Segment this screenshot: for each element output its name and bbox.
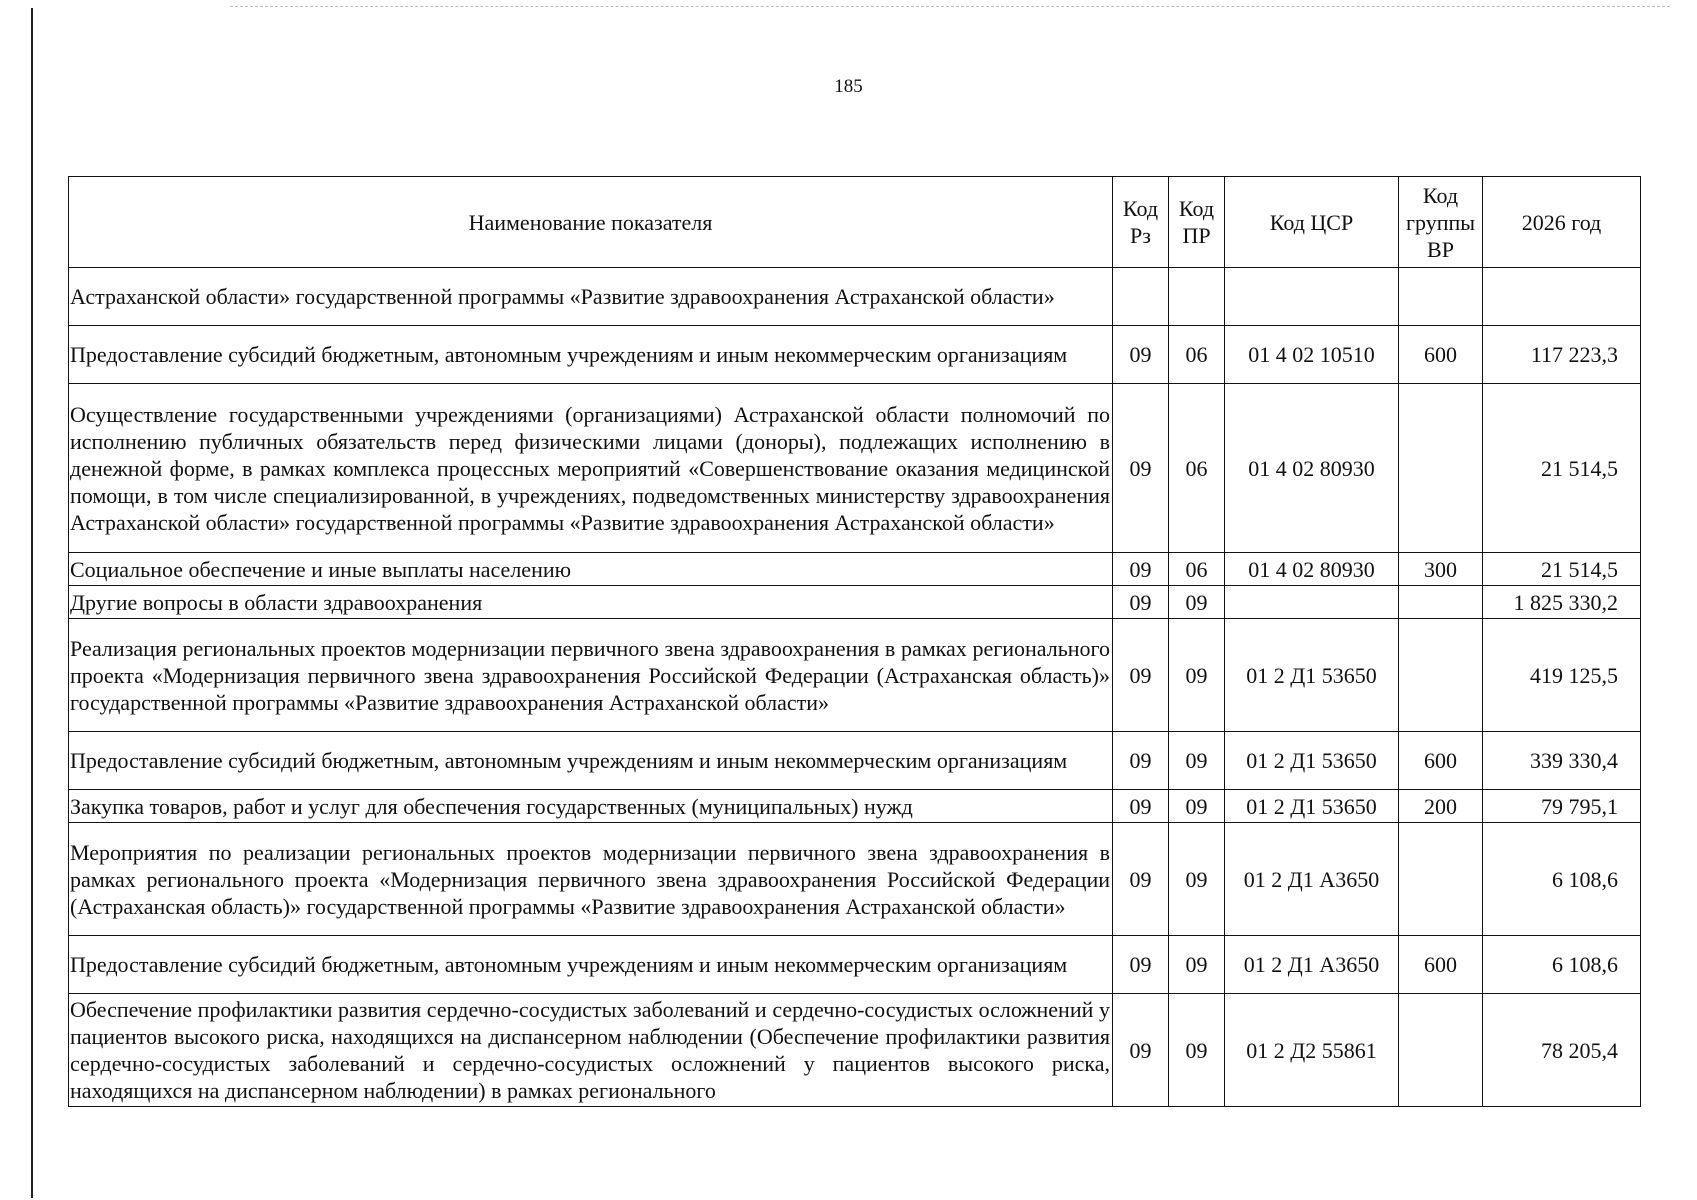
- row-csr: [1225, 586, 1399, 619]
- row-vr: 600: [1399, 732, 1483, 790]
- row-vr: 600: [1399, 326, 1483, 384]
- row-rz: 09: [1113, 823, 1169, 936]
- row-name: Осуществление государственными учреждениями (организациями) Астраханской области полномочий по исполнению публичных обязательств перед физическими лицами (доноры), подлежащих исполнению в денежной форме, в рамках комплекса процессных мероприятий «Совершенствование оказания медицинской помощи, в том числе специализированной, в учреждениях, подведомственных министерству здравоохранения Астраханской области» государственной программы «Развитие здравоохранения Астраханской области»: [69, 384, 1113, 553]
- row-name: Закупка товаров, работ и услуг для обеспечения государственных (муниципальных) нужд: [69, 790, 1113, 823]
- row-rz: 09: [1113, 586, 1169, 619]
- row-csr: 01 2 Д1 53650: [1225, 619, 1399, 732]
- page-number: 185: [834, 76, 863, 97]
- row-vr: [1399, 268, 1483, 326]
- row-pr: 06: [1169, 553, 1225, 586]
- row-pr: [1169, 268, 1225, 326]
- table-row: [69, 384, 1641, 553]
- row-name: Социальное обеспечение и иные выплаты населению: [69, 553, 1113, 586]
- budget-table: [68, 176, 1641, 1107]
- row-rz: 09: [1113, 936, 1169, 994]
- row-csr: 01 2 Д1 А3650: [1225, 936, 1399, 994]
- row-csr: 01 4 02 80930: [1225, 553, 1399, 586]
- row-vr: [1399, 586, 1483, 619]
- row-rz: 09: [1113, 384, 1169, 553]
- row-pr: 09: [1169, 823, 1225, 936]
- table-row: [69, 936, 1641, 994]
- row-pr: 09: [1169, 732, 1225, 790]
- row-vr: 300: [1399, 553, 1483, 586]
- header-pr: Код ПР: [1169, 177, 1225, 268]
- row-amount: 79 795,1: [1483, 790, 1641, 823]
- row-pr: 09: [1169, 586, 1225, 619]
- row-pr: 09: [1169, 994, 1225, 1107]
- row-amount: 21 514,5: [1483, 553, 1641, 586]
- row-amount: [1483, 268, 1641, 326]
- row-vr: [1399, 994, 1483, 1107]
- row-csr: 01 2 Д1 53650: [1225, 732, 1399, 790]
- row-csr: 01 2 Д1 А3650: [1225, 823, 1399, 936]
- row-rz: 09: [1113, 732, 1169, 790]
- row-name: Предоставление субсидий бюджетным, автономным учреждениям и иным некоммерческим организациям: [69, 732, 1113, 790]
- row-rz: 09: [1113, 790, 1169, 823]
- table-row: [69, 326, 1641, 384]
- table-header-row: [69, 177, 1641, 268]
- row-name: Предоставление субсидий бюджетным, автономным учреждениям и иным некоммерческим организациям: [69, 326, 1113, 384]
- row-csr: [1225, 268, 1399, 326]
- header-year: 2026 год: [1483, 177, 1641, 268]
- row-rz: 09: [1113, 326, 1169, 384]
- row-rz: 09: [1113, 994, 1169, 1107]
- header-name: Наименование показателя: [69, 177, 1113, 268]
- top-scan-line: [230, 6, 1670, 8]
- row-vr: 600: [1399, 936, 1483, 994]
- row-name: Предоставление субсидий бюджетным, автономным учреждениям и иным некоммерческим организациям: [69, 936, 1113, 994]
- row-amount: 1 825 330,2: [1483, 586, 1641, 619]
- row-amount: 21 514,5: [1483, 384, 1641, 553]
- row-amount: 6 108,6: [1483, 823, 1641, 936]
- row-rz: 09: [1113, 619, 1169, 732]
- row-amount: 339 330,4: [1483, 732, 1641, 790]
- row-vr: [1399, 823, 1483, 936]
- row-name: Мероприятия по реализации региональных проектов модернизации первичного звена здравоохранения в рамках регионального проекта «Модернизация первичного звена здравоохранения Российской Федерации (Астраханская область)» государственной программы «Развитие здравоохранения Астраханской области»: [69, 823, 1113, 936]
- table-row: [69, 790, 1641, 823]
- header-vr: Код группы ВР: [1399, 177, 1483, 268]
- table-row: [69, 553, 1641, 586]
- row-rz: [1113, 268, 1169, 326]
- row-pr: 09: [1169, 790, 1225, 823]
- row-amount: 6 108,6: [1483, 936, 1641, 994]
- row-pr: 06: [1169, 326, 1225, 384]
- header-csr: Код ЦСР: [1225, 177, 1399, 268]
- table-row: [69, 994, 1641, 1107]
- row-rz: 09: [1113, 553, 1169, 586]
- table-row: [69, 268, 1641, 326]
- row-csr: 01 2 Д2 55861: [1225, 994, 1399, 1107]
- left-margin-rule: [31, 8, 33, 1198]
- row-pr: 06: [1169, 384, 1225, 553]
- row-name: Астраханской области» государственной программы «Развитие здравоохранения Астраханской области»: [69, 268, 1113, 326]
- row-vr: [1399, 619, 1483, 732]
- row-name: Обеспечение профилактики развития сердечно-сосудистых заболеваний и сердечно-сосудистых осложнений у пациентов высокого риска, находящихся на диспансерном наблюдении (Обеспечение профилактики развития сердечно-сосудистых заболеваний и сердечно-сосудистых осложнений у пациентов высокого риска, находящихся на диспансерном наблюдении) в рамках регионального: [69, 994, 1113, 1107]
- row-csr: 01 2 Д1 53650: [1225, 790, 1399, 823]
- row-amount: 419 125,5: [1483, 619, 1641, 732]
- budget-table-container: [68, 176, 1640, 1107]
- row-csr: 01 4 02 80930: [1225, 384, 1399, 553]
- row-pr: 09: [1169, 936, 1225, 994]
- table-row: [69, 732, 1641, 790]
- row-name: Другие вопросы в области здравоохранения: [69, 586, 1113, 619]
- table-row: [69, 619, 1641, 732]
- row-amount: 78 205,4: [1483, 994, 1641, 1107]
- row-name: Реализация региональных проектов модернизации первичного звена здравоохранения в рамках регионального проекта «Модернизация первичного звена здравоохранения Российской Федерации (Астраханская область)» государственной программы «Развитие здравоохранения Астраханской области»: [69, 619, 1113, 732]
- row-amount: 117 223,3: [1483, 326, 1641, 384]
- row-vr: 200: [1399, 790, 1483, 823]
- header-rz: Код Рз: [1113, 177, 1169, 268]
- table-row: [69, 586, 1641, 619]
- row-pr: 09: [1169, 619, 1225, 732]
- row-vr: [1399, 384, 1483, 553]
- table-row: [69, 823, 1641, 936]
- row-csr: 01 4 02 10510: [1225, 326, 1399, 384]
